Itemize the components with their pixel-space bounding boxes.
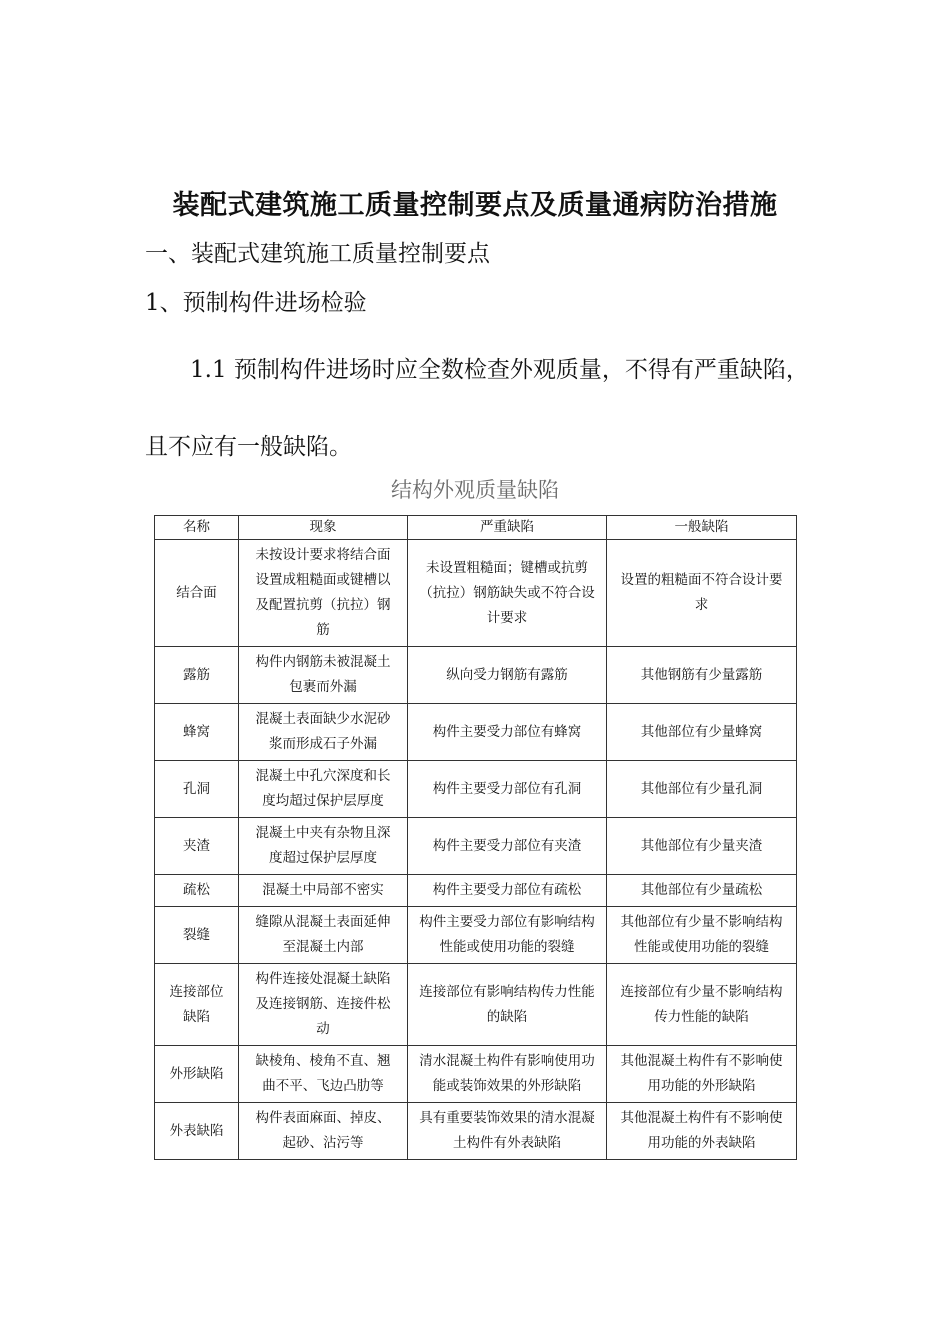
table-cell: 外形缺陷 — [155, 1046, 239, 1103]
defects-table — [154, 515, 797, 1160]
table-row — [155, 907, 797, 964]
table-caption: 结构外观质量缺陷 — [391, 478, 559, 502]
table-cell: 结合面 — [155, 540, 239, 647]
column-header: 严重缺陷 — [408, 516, 607, 540]
table-cell: 其他部位有少量蜂窝 — [607, 704, 797, 761]
table-cell: 混凝土中夹有杂物且深度超过保护层厚度 — [239, 818, 408, 875]
table-row — [155, 1046, 797, 1103]
subsection-heading: 1、预制构件进场检验 — [145, 290, 367, 316]
table-cell: 外表缺陷 — [155, 1103, 239, 1160]
table-cell: 构件表面麻面、掉皮、起砂、沾污等 — [239, 1103, 408, 1160]
table-cell: 其他部位有少量孔洞 — [607, 761, 797, 818]
paragraph-line: 1.1 预制构件进场时应全数检查外观质量，不得有严重缺陷， — [190, 357, 809, 383]
table-cell: 其他部位有少量疏松 — [607, 875, 797, 907]
table-row — [155, 540, 797, 647]
table-cell: 蜂窝 — [155, 704, 239, 761]
table-row — [155, 761, 797, 818]
table-cell: 纵向受力钢筋有露筋 — [408, 647, 607, 704]
table-cell: 未设置粗糙面；键槽或抗剪（抗拉）钢筋缺失或不符合设计要求 — [408, 540, 607, 647]
table-cell: 连接部位有影响结构传力性能的缺陷 — [408, 964, 607, 1046]
table-cell: 混凝土中孔穴深度和长度均超过保护层厚度 — [239, 761, 408, 818]
section-heading: 一、装配式建筑施工质量控制要点 — [145, 241, 490, 267]
table-cell: 具有重要装饰效果的清水混凝土构件有外表缺陷 — [408, 1103, 607, 1160]
column-header: 名称 — [155, 516, 239, 540]
table-cell: 其他钢筋有少量露筋 — [607, 647, 797, 704]
table-cell: 构件内钢筋未被混凝土包裹而外漏 — [239, 647, 408, 704]
table-cell: 裂缝 — [155, 907, 239, 964]
table-header-row — [155, 516, 797, 540]
table-cell: 构件主要受力部位有蜂窝 — [408, 704, 607, 761]
table-row — [155, 1103, 797, 1160]
table-cell: 其他部位有少量不影响结构性能或使用功能的裂缝 — [607, 907, 797, 964]
table-row — [155, 964, 797, 1046]
table-cell: 疏松 — [155, 875, 239, 907]
table-cell: 构件主要受力部位有夹渣 — [408, 818, 607, 875]
table-row — [155, 875, 797, 907]
table-row — [155, 704, 797, 761]
column-header: 一般缺陷 — [607, 516, 797, 540]
table-cell: 构件主要受力部位有影响结构性能或使用功能的裂缝 — [408, 907, 607, 964]
document-title: 装配式建筑施工质量控制要点及质量通病防治措施 — [172, 190, 778, 221]
column-header: 现象 — [239, 516, 408, 540]
table-cell: 其他部位有少量夹渣 — [607, 818, 797, 875]
paragraph — [145, 332, 835, 486]
table-cell: 孔洞 — [155, 761, 239, 818]
table-cell: 构件主要受力部位有疏松 — [408, 875, 607, 907]
table-cell: 构件主要受力部位有孔洞 — [408, 761, 607, 818]
table-cell: 其他混凝土构件有不影响使用功能的外表缺陷 — [607, 1103, 797, 1160]
table-cell: 混凝土表面缺少水泥砂浆而形成石子外漏 — [239, 704, 408, 761]
table-cell: 未按设计要求将结合面设置成粗糙面或键槽以及配置抗剪（抗拉）钢筋 — [239, 540, 408, 647]
table-cell: 缺棱角、棱角不直、翘曲不平、飞边凸肋等 — [239, 1046, 408, 1103]
paragraph-line: 且不应有一般缺陷。 — [145, 434, 352, 460]
table-cell: 构件连接处混凝土缺陷及连接钢筋、连接件松动 — [239, 964, 408, 1046]
table-row — [155, 818, 797, 875]
table-cell: 清水混凝土构件有影响使用功能或装饰效果的外形缺陷 — [408, 1046, 607, 1103]
table-row — [155, 647, 797, 704]
table-cell: 混凝土中局部不密实 — [239, 875, 408, 907]
table-cell: 露筋 — [155, 647, 239, 704]
table-cell: 连接部位缺陷 — [155, 964, 239, 1046]
table-cell: 夹渣 — [155, 818, 239, 875]
table-cell: 缝隙从混凝土表面延伸至混凝土内部 — [239, 907, 408, 964]
table-cell: 设置的粗糙面不符合设计要求 — [607, 540, 797, 647]
table-cell: 其他混凝土构件有不影响使用功能的外形缺陷 — [607, 1046, 797, 1103]
table-cell: 连接部位有少量不影响结构传力性能的缺陷 — [607, 964, 797, 1046]
